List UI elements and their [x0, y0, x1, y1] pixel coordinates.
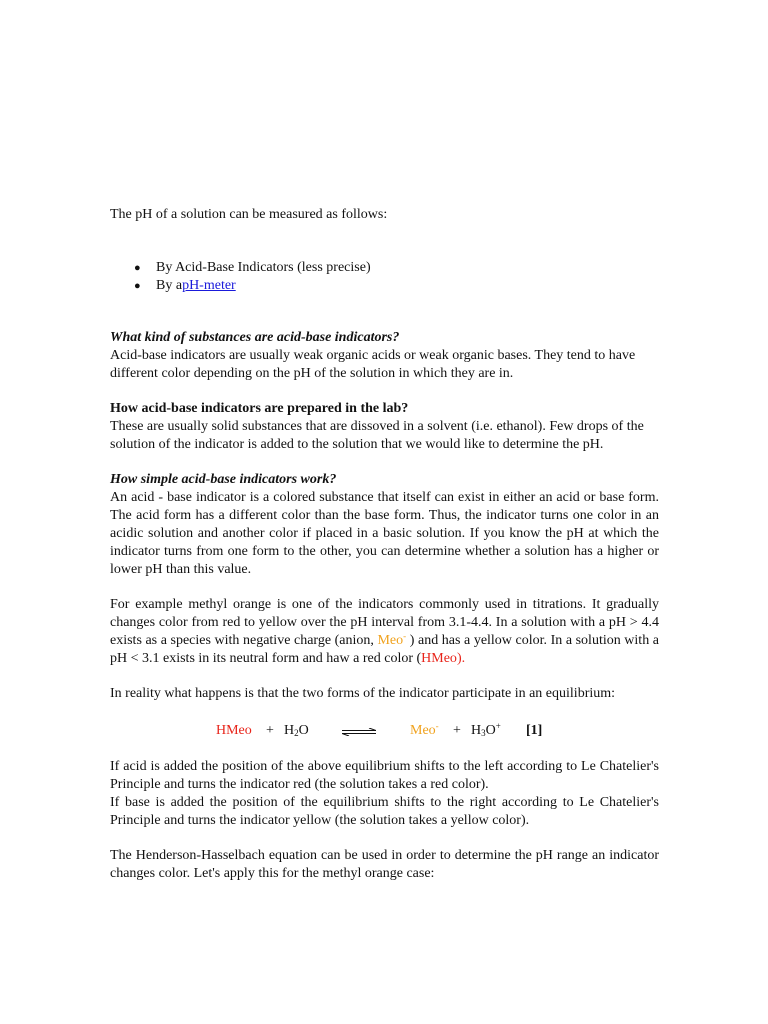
methods-list	[110, 259, 659, 295]
product-meo: Meo-	[410, 721, 439, 738]
section-what-kind	[110, 329, 659, 383]
example-text: For example methyl orange is one of the indicators commonly used in titrations. It gradually changes color from red to yellow over the pH interval from 3.1-4.4. In a solution with a pH > 4.4 exists as a species with negative charge (anion,	[110, 597, 659, 648]
section-how-prepared	[110, 400, 659, 454]
method-prefix: By a	[156, 278, 183, 293]
answer-text: Acid-base indicators are usually weak organic acids or weak organic bases. They tend to have different color depending on the pH of the solution in which they are in.	[110, 348, 636, 381]
bullet-icon: ●	[134, 280, 141, 292]
answer-text: These are usually solid substances that are dissoved in a solvent (i.e. ethanol). Few drops of the solution of the indicator is added to the solution that we would like to determine the pH.	[110, 419, 644, 452]
hydronium-formula: $H_3O^+$	[471, 721, 501, 738]
section-how-work	[110, 471, 659, 579]
example-paragraph	[110, 596, 659, 668]
bullet-icon: ●	[134, 262, 141, 274]
reactant-hmeo: HMeo	[216, 723, 252, 738]
reality-paragraph: In reality what happens is that the two forms of the indicator participate in an equilibrium:	[110, 686, 616, 701]
equilibrium-equation	[110, 720, 659, 742]
question-heading: How simple acid-base indicators work?	[110, 472, 337, 487]
example-text: ) and has a yellow color. In a solution with a pH < 3.1 exists in its neutral form and haw a red color (	[110, 633, 659, 666]
question-heading: What kind of substances are acid-base indicators?	[110, 330, 400, 345]
base-added-paragraph: If base is added the position of the equilibrium shifts to the right according to Le Chatelier's Principle and turns the indicator yellow (the solution takes a yellow color).	[110, 795, 659, 828]
meo-charge: -	[403, 631, 407, 641]
hmeo-species: HMeo	[421, 651, 457, 666]
question-heading: How acid-base indicators are prepared in the lab?	[110, 401, 409, 416]
henderson-paragraph: The Henderson-Hasselbach equation can be used in order to determine the pH range an indicator changes color. Let's apply this for the methyl orange case:	[110, 848, 659, 881]
equilibrium-arrow-icon	[342, 728, 376, 736]
answer-text: An acid - base indicator is a colored substance that itself can exist in either an acid or base form. The acid form has a different color than the base form. Thus, the indicator turns one color in an acidic solution and another color if placed in a basic solution. If you know the pH at which the indicator turns from one form to the other, you can determine whether a solution has a higher or lower pH than this value.	[110, 490, 659, 577]
list-item	[134, 259, 659, 277]
acid-added-paragraph: If acid is added the position of the above equilibrium shifts to the left according to Le Chatelier's Principle and turns the indicator red (the solution takes a red color).	[110, 759, 659, 792]
plus-sign: +	[453, 723, 461, 738]
list-item	[134, 277, 659, 295]
method-indicators: By Acid-Base Indicators (less precise)	[156, 260, 371, 275]
plus-sign: +	[266, 723, 274, 738]
ph-meter-link[interactable]: pH-meter	[182, 278, 236, 293]
intro-text: The pH of a solution can be measured as follows:	[110, 207, 388, 222]
document-page	[110, 206, 659, 883]
example-text: ).	[456, 651, 466, 666]
water-formula: $H_2O$	[284, 723, 309, 738]
meo-species: Meo	[377, 633, 404, 648]
equation-number: [1]	[526, 723, 543, 738]
